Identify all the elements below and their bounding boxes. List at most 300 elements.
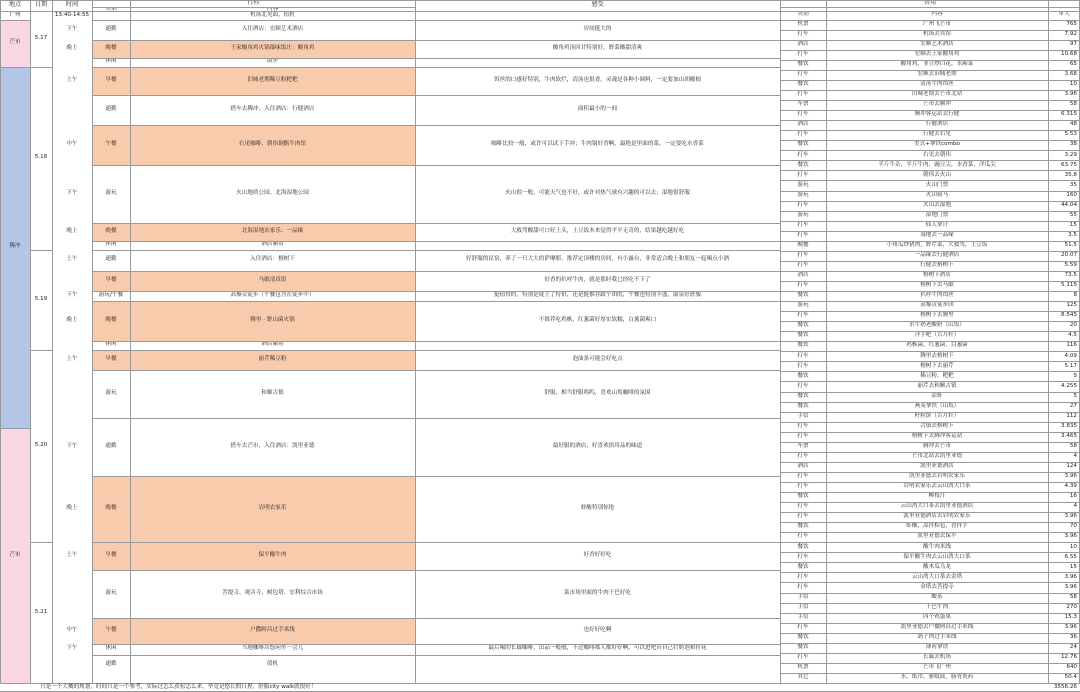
row-detail: 高黎贡徒步（午餐包含在徒步中） bbox=[230, 291, 315, 298]
expense-category: 车票 bbox=[797, 443, 809, 449]
expense-content: 籽粒饼（古月轩） bbox=[914, 412, 960, 419]
row-feeling: 咖啡比较一般，或许可以试下手冲；牛肉锅好香啊，最绝是里面的菜，一定要吃水香菜 bbox=[491, 140, 704, 147]
expense-category: 打车 bbox=[797, 71, 809, 78]
row-category: 晚餐 bbox=[92, 223, 130, 241]
expense-category: 餐饮 bbox=[797, 563, 809, 570]
expense-category: 打车 bbox=[797, 201, 809, 208]
row-time bbox=[52, 95, 92, 125]
exp-header-category: 类别 bbox=[797, 11, 809, 18]
expense-category: 餐饮 bbox=[797, 61, 809, 68]
footer-total: 3556.26 bbox=[1053, 683, 1077, 690]
expense-content: 凯里亚德去户撒阿昌过手米线 bbox=[900, 623, 974, 630]
expense-content: 酸木瓜乌龙 bbox=[923, 563, 951, 570]
row-feeling: 虾酸特别惊艳 bbox=[580, 504, 615, 511]
expense-amount: 6.315 bbox=[1060, 111, 1077, 118]
expense-content: 酸茶 bbox=[931, 593, 943, 600]
expense-content: 机场去宾馆 bbox=[923, 30, 951, 37]
expense-content: 云山湾大口茶去金塔 bbox=[911, 573, 963, 580]
expense-amount: 36 bbox=[1069, 633, 1077, 640]
expense-amount: 3.96 bbox=[1064, 573, 1077, 580]
expense-category: 餐饮 bbox=[797, 332, 809, 339]
expense-category: 打车 bbox=[797, 553, 809, 560]
row-category: 游玩 bbox=[105, 589, 117, 596]
expense-content: 宏顺去王家酸角鸡 bbox=[914, 51, 960, 58]
expense-category: 打车 bbox=[797, 282, 809, 289]
row-detail: 北海湿地农家乐：一品缘 bbox=[130, 223, 415, 241]
expense-amount: 3.96 bbox=[1064, 473, 1077, 480]
expense-category: 酒店 bbox=[797, 272, 809, 279]
expense-category: 酒店 bbox=[797, 463, 809, 470]
expense-content: 岩明农家乐去云山湾大口茶 bbox=[903, 483, 971, 490]
expense-content: 鸡枞菌，红葱菌，白葱菌 bbox=[906, 342, 968, 349]
expense-content: 洋芋粑（古月轩） bbox=[914, 332, 960, 339]
expense-category: 打车 bbox=[797, 513, 809, 520]
expense-amount: 5.53 bbox=[1064, 131, 1077, 138]
expense-category: 餐饮 bbox=[797, 372, 809, 379]
date-2: 5.19 bbox=[34, 295, 48, 302]
expense-category: 其它 bbox=[797, 674, 809, 681]
expense-amount: 55 bbox=[1069, 211, 1077, 218]
row-category: 游玩/午餐 bbox=[98, 291, 124, 298]
expense-amount: 20 bbox=[1069, 322, 1077, 329]
first-row-content: 机场北见面，值机 bbox=[250, 11, 295, 18]
row-detail: 酒店躺着 bbox=[261, 241, 284, 248]
row-time: 中午 bbox=[66, 626, 78, 633]
expense-category: 餐饮 bbox=[797, 543, 809, 550]
expense-amount: 50.4 bbox=[1064, 674, 1077, 681]
expense-amount: 4.5 bbox=[1068, 332, 1077, 339]
expense-content: 火山去湿地 bbox=[923, 201, 951, 208]
expense-content: 高黎贡徒步团 bbox=[920, 302, 954, 309]
expense-amount: 35.8 bbox=[1064, 171, 1077, 178]
row-category: 晚餐 bbox=[92, 476, 130, 542]
row-feeling: 房间挺大的 bbox=[583, 25, 612, 32]
expense-amount: 12.76 bbox=[1060, 654, 1077, 661]
expense-amount: 3.68 bbox=[1064, 71, 1077, 78]
row-time bbox=[52, 58, 92, 67]
row-category: 休闲 bbox=[105, 241, 117, 248]
expense-category: 打车 bbox=[797, 422, 809, 429]
row-time: 下午 bbox=[66, 442, 78, 449]
expense-category: 机票 bbox=[797, 664, 809, 671]
row-category: 午餐 bbox=[92, 618, 130, 644]
expense-category: 餐饮 bbox=[797, 523, 809, 530]
date-3: 5.20 bbox=[34, 441, 48, 448]
expense-content: 广州飞芒市 bbox=[923, 20, 951, 27]
row-category: 晚餐 bbox=[92, 301, 130, 341]
expense-content: 火山门票 bbox=[925, 181, 949, 188]
expense-amount: 112 bbox=[1066, 412, 1077, 419]
expense-category: 打车 bbox=[797, 262, 809, 269]
expense-category: 打车 bbox=[797, 623, 809, 630]
expense-category: 游玩 bbox=[797, 211, 809, 218]
expense-content: 凯里亚德去岩明农家乐 bbox=[909, 473, 965, 480]
row-detail: 右见咖啡、朝伟铜甑牛肉馆 bbox=[130, 125, 415, 165]
expense-amount: 15.3 bbox=[1064, 613, 1077, 620]
expense-amount: 4 bbox=[1073, 453, 1077, 460]
expense-category: 餐饮 bbox=[797, 161, 809, 168]
row-detail: 丽芹稀豆粉 bbox=[130, 350, 415, 370]
row-feeling: 饵丝的口感好特别，牛肉软烂，清汤也很香，灵魂是各种小调料，一定要加山胡椒根 bbox=[494, 76, 701, 83]
expense-amount: 10.68 bbox=[1060, 51, 1077, 58]
location-2: 腾冲 bbox=[0, 67, 30, 428]
expense-category: 打车 bbox=[797, 352, 809, 359]
expense-amount: 58 bbox=[1069, 593, 1077, 600]
row-category: 午餐 bbox=[92, 125, 130, 165]
row-feeling: 挺值得的，特别是徒上了特价，还是挺推荐跟个团的，午餐也特别丰盛，温泉好舒服 bbox=[494, 291, 701, 298]
expense-amount: 4.39 bbox=[1064, 483, 1077, 490]
row-feeling: 面积最小的一间 bbox=[577, 105, 618, 112]
row-time: 晚上 bbox=[66, 316, 78, 323]
expense-amount: 5.17 bbox=[1064, 362, 1077, 369]
expense-category: 机票 bbox=[797, 20, 809, 27]
expense-content: 凉虾 bbox=[931, 392, 943, 399]
expense-amount: 4 bbox=[1073, 503, 1077, 510]
row-time: 下午 bbox=[66, 25, 78, 32]
expense-content: 芒市飞广州 bbox=[923, 664, 951, 671]
expense-amount: 4.09 bbox=[1064, 352, 1077, 359]
expense-amount: 270 bbox=[1066, 603, 1077, 610]
expense-content: 鸽子肉过手米线 bbox=[917, 633, 957, 640]
row-category: 休闲 bbox=[105, 58, 117, 65]
date-4: 5.21 bbox=[34, 608, 48, 615]
expense-content: 芒市去腾冲 bbox=[923, 101, 951, 108]
row-time: 上午 bbox=[66, 355, 78, 362]
expense-amount: 3.96 bbox=[1064, 623, 1077, 630]
row-detail: 马歇清真馆 bbox=[130, 271, 415, 291]
row-time: 上午 bbox=[66, 551, 78, 558]
expense-amount: 20.07 bbox=[1060, 252, 1077, 259]
expense-amount: 5.59 bbox=[1064, 262, 1077, 269]
location-0: 广州 bbox=[0, 11, 30, 20]
location-3: 芒市 bbox=[0, 428, 30, 683]
row-feeling bbox=[415, 655, 780, 675]
row-detail: 和顺古镇 bbox=[261, 389, 284, 396]
expense-content: 酸牛肉米线 bbox=[923, 543, 951, 550]
expense-content: 腾里去榕树下 bbox=[920, 352, 954, 359]
expense-category: 晚餐 bbox=[797, 241, 809, 248]
expense-category: 游玩 bbox=[797, 181, 809, 188]
expense-category: 打车 bbox=[797, 312, 809, 319]
expense-category: 餐饮 bbox=[797, 644, 809, 651]
expense-amount: 15 bbox=[1069, 221, 1077, 228]
row-feeling: 舒服，相当舒服呜呜，喜欢山坂咖啡的氛围 bbox=[544, 389, 651, 396]
row-detail: 腾里 · 野山菌火锅 bbox=[130, 301, 415, 341]
expense-content: 腾冲客运站去行健 bbox=[914, 111, 960, 118]
expense-category: 手信 bbox=[797, 613, 809, 620]
expense-category: 打车 bbox=[797, 51, 809, 58]
expense-content: 行健去榕树下 bbox=[920, 262, 954, 269]
row-time bbox=[52, 271, 92, 291]
row-detail: 值机 bbox=[266, 660, 279, 667]
expense-amount: 125 bbox=[1066, 302, 1077, 309]
header-time: 时间 bbox=[65, 1, 79, 9]
expense-category: 餐饮 bbox=[797, 141, 809, 148]
expense-category: 打车 bbox=[797, 483, 809, 490]
row-feeling: 也好好吃啊 bbox=[583, 626, 612, 633]
expense-category: 打车 bbox=[797, 432, 809, 439]
expense-amount: 5 bbox=[1073, 372, 1077, 379]
expense-category: 打车 bbox=[797, 453, 809, 460]
expense-category: 打车 bbox=[797, 573, 809, 580]
expense-content: 水牛奶老酸奶（山坂） bbox=[909, 322, 965, 329]
row-category: 通勤 bbox=[105, 256, 117, 263]
expense-content: 火山骑马 bbox=[925, 191, 949, 198]
expense-content: 榕树下去丽芹 bbox=[920, 362, 954, 369]
expense-content: 虾酸，凉拌棕苞，香拌芋 bbox=[906, 523, 968, 530]
expense-amount: 160 bbox=[1066, 191, 1077, 198]
row-category: 晚餐 bbox=[92, 40, 130, 58]
row-detail: 散步 bbox=[266, 58, 279, 65]
expense-amount: 24 bbox=[1069, 644, 1077, 651]
row-category: 早餐 bbox=[92, 350, 130, 370]
expense-content: 小角瓜炒猪肉，野芹菜，大救驾，土豆饭 bbox=[886, 241, 988, 248]
expense-category: 餐饮 bbox=[797, 493, 809, 500]
date-1: 5.18 bbox=[34, 154, 48, 161]
expense-content: 保平酸牛肉去云山湾大口茶 bbox=[903, 553, 971, 560]
expense-category: 打车 bbox=[797, 252, 809, 259]
row-feeling: 最后喝的长廊咖啡，出品一般般，不过咖啡都人都好好啊，可以进吧台自己打奶泡和拉花 bbox=[488, 645, 707, 652]
date-0: 5.17 bbox=[34, 35, 48, 42]
row-detail: 旧城老期稀豆粉粑粑 bbox=[130, 67, 415, 95]
expense-category: 餐饮 bbox=[797, 292, 809, 299]
expense-amount: 16 bbox=[1069, 493, 1077, 500]
row-time: 上午 bbox=[66, 76, 78, 83]
expense-content: 榕树下去马歇 bbox=[920, 282, 954, 289]
expense-content: 扒呼牛肉饵丝 bbox=[920, 292, 954, 299]
expense-content: 古镇去榕树下 bbox=[920, 422, 954, 429]
expense-category: 打车 bbox=[797, 30, 809, 37]
row-feeling: 好香的扒呼牛肉，就是那时我已经吃不下了 bbox=[544, 276, 651, 283]
footer-note: 只是一个大概的规划，时间只是一个参考，实际过怎么获松怎么来，毕竟是悠长假日捏，舒服city walk就很好！ bbox=[40, 683, 317, 690]
header-date: 日期 bbox=[34, 1, 48, 9]
row-feeling: 好舒服的民宿，养了一只大大的萨摩耶，推荐定顶楼的房间，有小露台，非常适合晚上和朋友一起喝点小酒 bbox=[466, 256, 729, 263]
row-category: 早餐 bbox=[92, 542, 130, 570]
expense-amount: 15 bbox=[1069, 563, 1077, 570]
row-time bbox=[52, 241, 92, 250]
row-detail: 户撒阿昌过手米线 bbox=[130, 618, 415, 644]
expense-amount: 3.96 bbox=[1064, 91, 1077, 98]
expense-category: 打车 bbox=[797, 533, 809, 540]
expense-category: 酒店 bbox=[797, 40, 809, 47]
expense-content: 长廊去机场 bbox=[923, 654, 951, 661]
expense-category: 游玩 bbox=[797, 302, 809, 309]
expense-amount: 65 bbox=[1069, 61, 1077, 68]
expense-content: 腾冲去芒市 bbox=[923, 443, 951, 449]
expense-category: 手信 bbox=[797, 603, 809, 610]
expense-amount: 10 bbox=[1069, 543, 1077, 550]
expense-category: 打车 bbox=[797, 382, 809, 389]
expense-content: 云山湾大口茶去凯里亚德酒店 bbox=[900, 503, 974, 510]
expense-content: 榕树下酒店 bbox=[923, 272, 951, 279]
row-detail: 搭车去芒市，入住酒店：凯里亚德 bbox=[230, 442, 315, 449]
expense-category: 打车 bbox=[797, 473, 809, 480]
row-feeling: 最好服的酒店，好喜欢浴用品的味道 bbox=[552, 442, 643, 449]
row-detail: 入住酒店：宏顺艺术酒店 bbox=[241, 25, 304, 32]
expense-content: 凯里亚德酒店去岩明农家乐 bbox=[903, 513, 971, 520]
row-detail: 酒店躺着 bbox=[261, 341, 284, 348]
expense-content: 柳枝汁 bbox=[928, 493, 946, 500]
expense-content: 一品缘去行健酒店 bbox=[914, 252, 960, 259]
expense-amount: 3.465 bbox=[1060, 432, 1077, 439]
row-feeling bbox=[415, 58, 780, 67]
expense-category: 手信 bbox=[797, 412, 809, 419]
row-feeling bbox=[415, 341, 780, 350]
row-time: 上午 bbox=[66, 256, 78, 263]
expense-amount: 48 bbox=[1069, 121, 1077, 128]
expense-amount: 116 bbox=[1066, 342, 1077, 349]
location-1: 芒市 bbox=[0, 20, 30, 67]
expense-amount: 3.96 bbox=[1064, 513, 1077, 520]
row-time: 下午 bbox=[66, 645, 78, 652]
row-category: 通勤 bbox=[105, 442, 117, 449]
expense-amount: 70 bbox=[1069, 523, 1077, 530]
expense-content: 朝伟去火山 bbox=[923, 171, 951, 178]
expense-amount: 765 bbox=[1066, 20, 1077, 27]
row-detail: 菩提寺、观音寺、树包塔、宏利综合市场 bbox=[222, 589, 323, 596]
row-feeling: 火山很一般，可能天气也不好，或许对热气球有兴趣的可以去；湿地很舒服 bbox=[505, 189, 690, 196]
expense-content: 行健酒店 bbox=[925, 121, 949, 128]
header-itinerary: 行程 bbox=[247, 0, 260, 7]
expense-amount: 51.5 bbox=[1064, 241, 1077, 248]
expense-category: 餐饮 bbox=[797, 633, 809, 640]
expense-amount: 10 bbox=[1069, 81, 1077, 88]
expense-category: 酒店 bbox=[797, 121, 809, 128]
row-category: 通勤 bbox=[105, 25, 117, 32]
expense-content: 湿地去一品缘 bbox=[920, 231, 954, 238]
row-category: 休闲 bbox=[105, 341, 117, 348]
row-category: 游玩 bbox=[105, 189, 117, 196]
expense-category: 打车 bbox=[797, 221, 809, 228]
expense-content: 干巴牛肉 bbox=[925, 603, 949, 610]
expense-category: 餐饮 bbox=[797, 81, 809, 88]
expense-category: 打车 bbox=[797, 362, 809, 369]
expense-category: 打车 bbox=[797, 231, 809, 238]
expense-category: 打车 bbox=[797, 654, 809, 661]
row-time bbox=[52, 570, 92, 618]
header-feeling: 感受 bbox=[591, 1, 604, 9]
row-detail: 王家酸角鸡火锅傣味饭庄：酸角鸡 bbox=[130, 40, 415, 58]
row-feeling bbox=[415, 241, 780, 250]
expense-amount: 8.545 bbox=[1060, 312, 1077, 319]
expense-category: 打车 bbox=[797, 111, 809, 118]
expense-amount: 6.55 bbox=[1064, 553, 1077, 560]
expense-amount: 3.29 bbox=[1064, 151, 1077, 158]
expense-category: 打车 bbox=[797, 503, 809, 510]
expense-amount: 640 bbox=[1066, 664, 1077, 671]
expense-amount: 7.92 bbox=[1064, 30, 1077, 37]
row-detail: 保平酸牛肉 bbox=[130, 542, 415, 570]
expense-content: 宏顺去旧城老期 bbox=[917, 71, 957, 78]
expense-content: 美式+拿铁combo bbox=[914, 141, 960, 148]
expense-content: 水，纸巾，驱蚊液，肠胃炎药 bbox=[900, 674, 974, 681]
header-category: 类别 bbox=[105, 7, 117, 13]
expense-content: 仙人掌计 bbox=[925, 221, 949, 228]
expense-content: 丽芹去和顺古镇 bbox=[917, 382, 957, 389]
expense-amount: 3.96 bbox=[1064, 583, 1077, 590]
row-detail: 入住酒店：榕树下 bbox=[250, 256, 295, 263]
expense-category: 车票 bbox=[797, 101, 809, 108]
row-category: 早餐 bbox=[92, 67, 130, 95]
row-time: 下午 bbox=[66, 291, 78, 298]
expense-content: 右见去朝伟 bbox=[923, 151, 951, 158]
expense-category: 打车 bbox=[797, 91, 809, 98]
expense-content: 清汤牛肉饵丝 bbox=[920, 81, 954, 88]
expense-amount: 27 bbox=[1069, 402, 1077, 409]
expense-amount: 35 bbox=[1069, 181, 1077, 188]
row-feeling: 大救驾酸甜可口好上头，土豆饭本来觉得平平无奇的，结果越吃越好吃 bbox=[510, 227, 685, 234]
expense-content: 湿地门票 bbox=[925, 211, 949, 218]
expense-amount: 3.96 bbox=[1064, 533, 1077, 540]
expense-content: 四个鸡蛋果 bbox=[923, 613, 951, 620]
expense-category: 餐饮 bbox=[797, 402, 809, 409]
row-time bbox=[52, 370, 92, 418]
expense-content: 凯里亚德酒店 bbox=[920, 463, 954, 470]
expense-content: 稀豆粉，粑粑 bbox=[920, 372, 954, 379]
expense-amount: 73.5 bbox=[1064, 272, 1077, 279]
row-time: 晚上 bbox=[66, 227, 78, 234]
row-feeling: 菜市场里面的牛肉干巴好吃 bbox=[563, 589, 632, 596]
expense-category: 餐饮 bbox=[797, 322, 809, 329]
expense-amount: 8 bbox=[1073, 292, 1077, 299]
expense-amount: 5.115 bbox=[1060, 282, 1077, 289]
expense-category: 打车 bbox=[797, 583, 809, 590]
expense-amount: 4.255 bbox=[1060, 382, 1077, 389]
expense-amount: 38 bbox=[1069, 141, 1077, 148]
expense-content: 芒市北站去凯里亚德 bbox=[911, 453, 963, 460]
exp-header-unit: 单人 bbox=[1058, 11, 1070, 18]
header-location: 地点 bbox=[8, 1, 22, 9]
row-time bbox=[52, 341, 92, 350]
header-content: 内容 bbox=[266, 7, 279, 13]
exp-header-content: 内容 bbox=[931, 11, 943, 18]
expense-category: 游玩 bbox=[797, 191, 809, 198]
expense-content: 宏顺艺术酒店 bbox=[920, 40, 954, 47]
expense-amount: 44.04 bbox=[1060, 201, 1077, 208]
row-time bbox=[52, 655, 92, 675]
row-category: 早餐 bbox=[92, 271, 130, 291]
expense-content: 薄荷拿铁 bbox=[925, 644, 949, 651]
row-time: 晚上 bbox=[66, 44, 78, 51]
expense-category: 手信 bbox=[797, 593, 809, 600]
row-feeling: 好香好好吃 bbox=[583, 551, 612, 558]
expense-content: 酸角鸡，韭豆炒白花，水蕨菜 bbox=[900, 61, 974, 68]
header-cost: 费用 bbox=[923, 0, 937, 7]
row-time: 晚上 bbox=[66, 504, 78, 511]
row-feeling: 泡油条可能会好吃点 bbox=[572, 355, 623, 362]
row-time: 下午 bbox=[66, 189, 78, 196]
expense-content: 榕树下去腾冲客运站 bbox=[911, 432, 963, 439]
expense-amount: 5 bbox=[1073, 392, 1077, 399]
expense-content: 燕麦拿铁（山坂） bbox=[914, 402, 960, 409]
row-detail: 搭车去腾冲，入住酒店：行健酒店 bbox=[230, 105, 315, 112]
row-detail: 岩明农家乐 bbox=[130, 476, 415, 542]
expense-amount: 58 bbox=[1069, 101, 1077, 108]
expense-category: 打车 bbox=[797, 171, 809, 178]
expense-content: 旧城老期去芒市北站 bbox=[911, 91, 963, 98]
row-category: 通勤 bbox=[105, 105, 117, 112]
expense-content: 凯里亚德去保平 bbox=[917, 533, 957, 540]
expense-category: 餐饮 bbox=[797, 342, 809, 349]
row-feeling: 不推荐吃鸡枞，红葱菌好厚实软糯，白葱菌爽口 bbox=[538, 316, 657, 323]
expense-category: 餐饮 bbox=[797, 392, 809, 399]
expense-category: 打车 bbox=[797, 151, 809, 158]
row-detail: 当地咖啡店悠闲坐一会儿 bbox=[241, 645, 304, 652]
expense-amount: 3.5 bbox=[1068, 231, 1077, 238]
expense-amount: 58 bbox=[1069, 443, 1077, 449]
expense-amount: 63.75 bbox=[1060, 161, 1077, 168]
expense-content: 金塔去菩提寺 bbox=[920, 583, 954, 590]
